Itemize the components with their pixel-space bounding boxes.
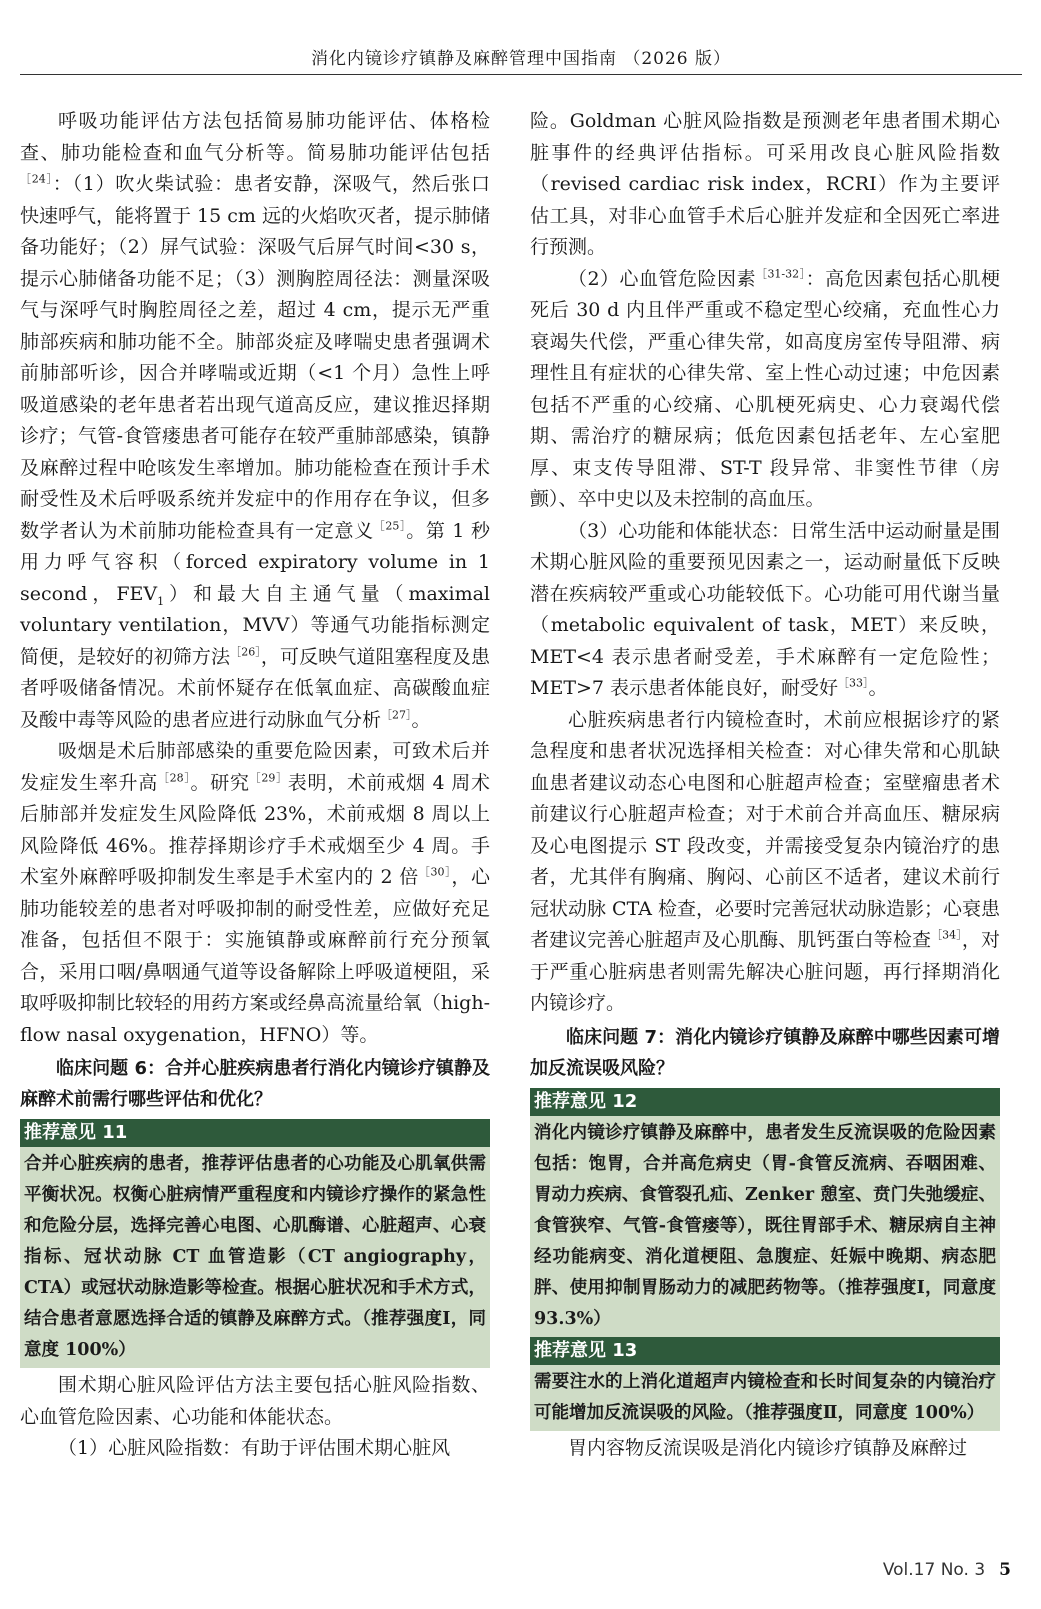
page-footer [883,1560,1011,1580]
paragraph-cardiac-risk-index: （1）心脏风险指数：有助于评估围术期心脏风 [58,1437,451,1459]
right-column [530,106,1000,1464]
paragraph-cv-risk-factors: （2）心血管危险因素$^{[31-32]}$：高危因素包括心肌梗死后 30 d 内且伴严重或不稳定型心绞痛，充血性心力衰竭失代偿，严重心律失常，如高度房室传导阻滞、病理性且有症状的心律失常、室上性心动过速；中危因素包括不严重的心绞痛、心肌梗死病史、心力衰竭代偿期、需治疗的糖尿病；低危因素包括老年、左心室肥厚、束支传导阻滞、ST-T 段异常、非窦性节律（房颤）、卒中史以及未控制的高血压。 [530,267,1000,510]
paragraph-respiratory-assessment: 呼吸功能评估方法包括简易肺功能评估、体格检查、肺功能检查和血气分析等。简易肺功能评估包括$^{[24]}$：（1）吹火柴试验：患者安静，深吸气，然后张口快速呼气，能将置于 15 cm 远的火焰吹灭者，提示肺储备功能好；（2）屏气试验：深吸气后屏气时间<30 s，提示心肺储备功能不足；（3）测胸腔周径法：测量深吸气与深呼气时胸腔周径之差，超过 4 cm，提示无严重肺部疾病和肺功能不全。肺部炎症及哮喘史患者强调术前肺部听诊，因合并哮喘或近期（<1 个月）急性上呼吸道感染的老年患者若出现气道高反应，建议推迟择期诊疗；气管-食管瘘患者可能存在较严重肺部感染，镇静及麻醉过程中呛咳发生率增加。肺功能检查在预计手术耐受性及术后呼吸系统并发症中的作用存在争议，但多数学者认为术前肺功能检查具有一定意义$^{[25]}$。第 1 秒用力呼气容积（forced expiratory volume in 1 second，$FEV_1$）和最大自主通气量（maximal voluntary ventilation，MVV）等通气功能指标测定简便，是较好的初筛方法$^{[26]}$，可反映气道阻塞程度及患者呼吸储备情况。术前怀疑存在低氧血症、高碳酸血症及酸中毒等风险的患者应进行动脉血气分析$^{[27]}$。 [20,110,491,731]
recommendation-11-heading: 推荐意见 11 [20,1119,490,1147]
recommendation-11-body: 合并心脏疾病的患者，推荐评估患者的心功能及心肌氧供需平衡状况。权衡心脏病情严重程度和内镜诊疗操作的紧急性和危险分层，选择完善心电图、心肌酶谱、心脏超声、心衰指标、冠状动脉 CT 血管造影（CT angiography，CTA）或冠状动脉造影等检查。根据心脏状况和手术方式，结合患者意愿选择合适的镇静及麻醉方式。（推荐强度Ⅰ，同意度 100%） [24,1154,486,1360]
clinical-question-6: 临床问题 6：合并心脏疾病患者行消化内镜诊疗镇静及麻醉术前需行哪些评估和优化？ [20,1058,490,1110]
recommendation-12 [530,1088,1000,1431]
paragraph-smoking: 吸烟是术后肺部感染的重要危险因素，可致术后并发症发生率升高$^{[28]}$。研究$^{[29]}$表明，术前戒烟 4 周术后肺部并发症发生风险降低 23%，术前戒烟 8 周以上风险降低 46%。推荐择期诊疗手术戒烟至少 4 周。手术室外麻醉呼吸抑制发生率是手术室内的 2 倍$^{[30]}$，心肺功能较差的患者对呼吸抑制的耐受性差，应做好充足准备，包括但不限于：实施镇静或麻醉前行充分预氧合，采用口咽/鼻咽通气道等设备解除上呼吸道梗阻，采取呼吸抑制比较轻的用药方案或经鼻高流量给氧（high-flow nasal oxygenation，HFNO）等。 [20,740,490,1046]
volume-info: Vol.17 No. 3 [882,1560,986,1580]
left-column [20,106,490,1465]
header-rule [20,74,1022,75]
recommendation-11 [20,1119,490,1368]
recommendation-12-heading: 推荐意见 12 [530,1088,1000,1116]
paragraph-cardiac-risk-methods: 围术期心脏风险评估方法主要包括心脏风险指数、心血管危险因素、心功能和体能状态。 [20,1374,490,1428]
running-header: 消化内镜诊疗镇静及麻醉管理中国指南 （2026 版） [310,49,732,69]
page-number: 5 [999,1560,1011,1580]
clinical-question-7: 临床问题 7：消化内镜诊疗镇静及麻醉中哪些因素可增加反流误吸风险？ [530,1026,1000,1079]
paragraph-functional-capacity: （3）心功能和体能状态：日常生活中运动耐量是围术期心脏风险的重要预见因素之一，运动耐量低下反映潜在疾病较严重或心功能较低下。心功能可用代谢当量（metabolic equivalent of task，MET）来反映，MET<4 表示患者耐受差，手术麻醉有一定危险性；MET>7 表示患者体能良好，耐受好$^{[33]}$。 [530,519,1000,699]
paragraph-aspiration: 胃内容物反流误吸是消化内镜诊疗镇静及麻醉过 [568,1436,968,1459]
recommendation-13-heading: 推荐意见 13 [530,1337,1000,1365]
recommendation-13-body: 需要注水的上消化道超声内镜检查和长时间复杂的内镜治疗可能增加反流误吸的风险。（推荐强度Ⅱ，同意度 100%） [534,1371,996,1423]
recommendation-12-body: 消化内镜诊疗镇静及麻醉中，患者发生反流误吸的危险因素包括：饱胃，合并高危病史（胃-食管反流病、吞咽困难、胃动力疾病、食管裂孔疝、Zenker 憩室、贲门失弛缓症、食管狭窄、气管-食管瘘等），既往胃部手术、糖尿病自主神经功能病变、消化道梗阻、急腹症、妊娠中晚期、病态肥胖、使用抑制胃肠动力的减肥药物等。（推荐强度Ⅰ，同意度 93.3%） [534,1122,996,1329]
paragraph-goldman-index: 险。Goldman 心脏风险指数是预测老年患者围术期心脏事件的经典评估指标。可采用改良心脏风险指数（revised cardiac risk index，RCRI）作为主要评估工具，对非心血管手术后心脏并发症和全因死亡率进行预测。 [530,110,1000,258]
paragraph-cardiac-exams: 心脏疾病患者行内镜检查时，术前应根据诊疗的紧急程度和患者状况选择相关检查：对心律失常和心肌缺血患者建议动态心电图和心脏超声检查；室壁瘤患者术前建议行心脏超声检查；对于术前合并高血压、糖尿病及心电图提示 ST 段改变，并需接受复杂内镜治疗的患者，尤其伴有胸痛、胸闷、心前区不适者，建议术前行冠状动脉 CTA 检查，必要时完善冠状动脉造影；心衰患者建议完善心脏超声及心肌酶、肌钙蛋白等检查$^{[34]}$，对于严重心脏病患者则需先解决心脏问题，再行择期消化内镜诊疗。 [530,708,1000,1014]
